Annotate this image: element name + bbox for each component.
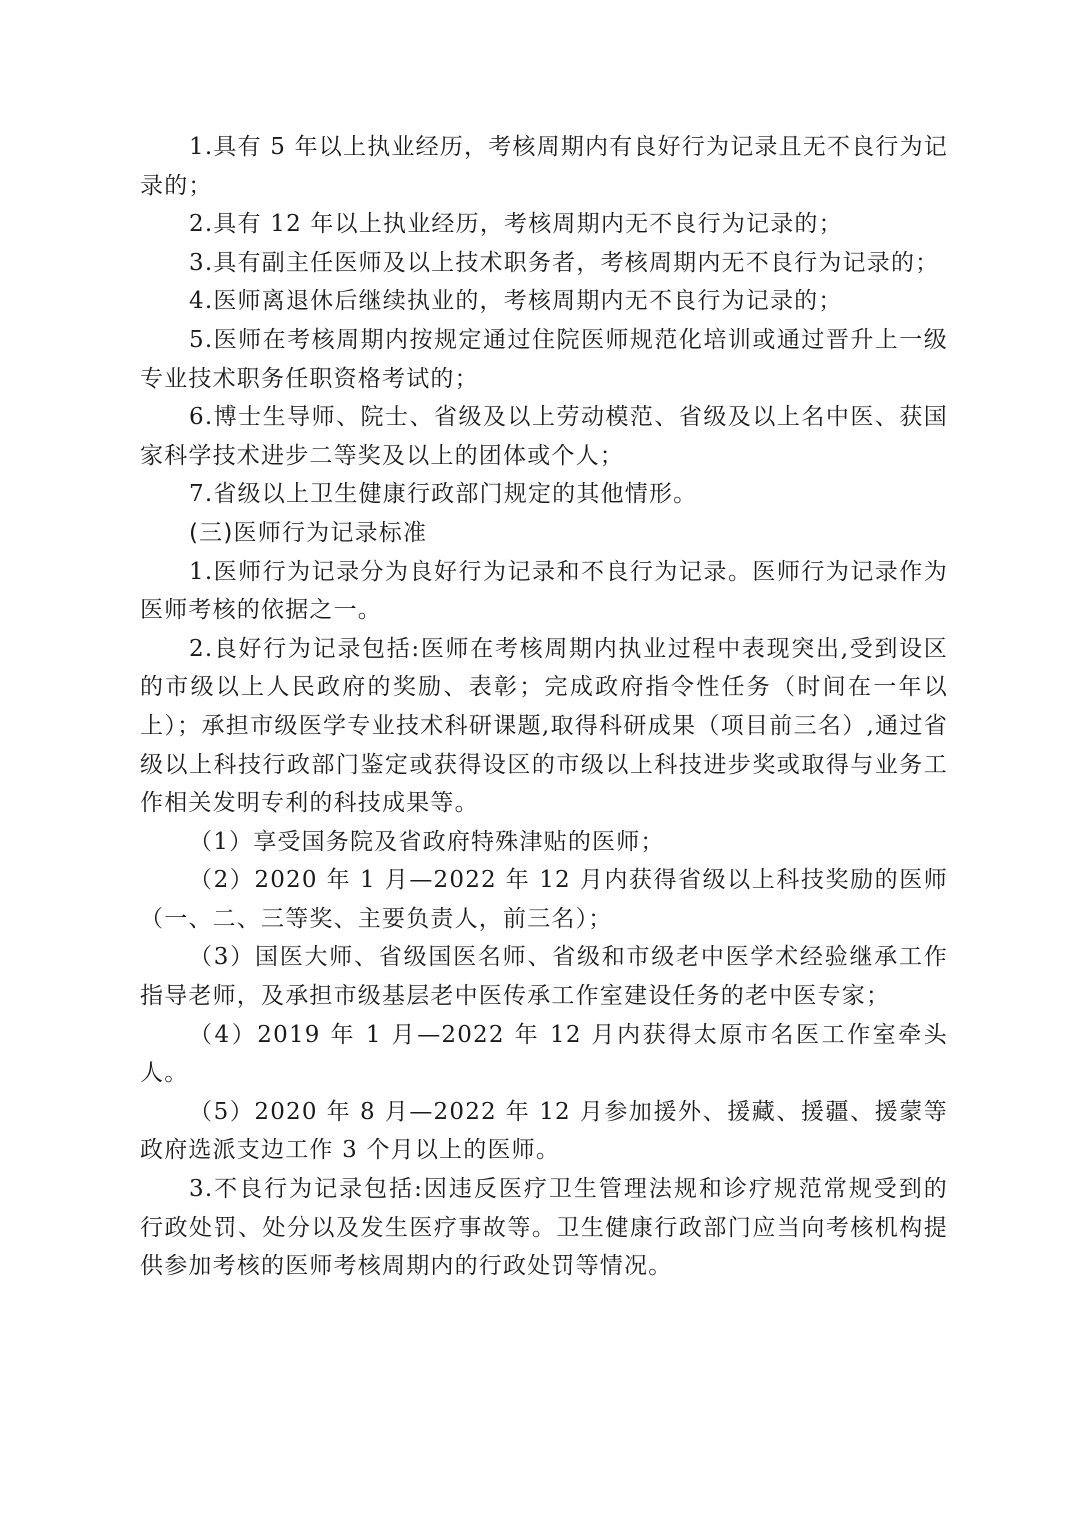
standard-item-1: 1.医师行为记录分为良好行为记录和不良行为记录。医师行为记录作为医师考核的依据之一。: [140, 558, 948, 624]
standard-item-3: 3.不良行为记录包括:因违反医疗卫生管理法规和诊疗规范常规受到的行政处罚、处分以及发生医疗事故等。卫生健康行政部门应当向考核机构提供参加考核的医师考核周期内的行政处罚等情况。: [140, 1176, 948, 1280]
sub-item-1: （1）享受国务院及省政府特殊津贴的医师；: [189, 828, 665, 855]
sub-item-3: （3）国医大师、省级国医名师、省级和市级老中医学术经验继承工作指导老师，及承担市级基层老中医传承工作室建设任务的老中医专家；: [140, 944, 948, 1010]
criteria-item-2: 2.具有 12 年以上执业经历，考核周期内无不良行为记录的；: [189, 211, 843, 238]
standard-item-2: 2.良好行为记录包括:医师在考核周期内执业过程中表现突出,受到设区的市级以上人民政府的奖励、表彰；完成政府指令性任务（时间在一年以上）；承担市级医学专业技术科研课题,取得科研成果（项目前三名）,通过省级以上科技行政部门鉴定或获得设区的市级以上科技进步奖或取得与业务工作相关发明专利的科技成果等。: [140, 635, 948, 817]
criteria-item-4: 4.医师离退休后继续执业的，考核周期内无不良行为记录的；: [189, 288, 843, 315]
criteria-item-5: 5.医师在考核周期内按规定通过住院医师规范化培训或通过晋升上一级专业技术职务任职资格考试的；: [140, 326, 948, 392]
document-page: [140, 128, 948, 1286]
criteria-item-1: 1.具有 5 年以上执业经历，考核周期内有良好行为记录且无不良行为记录的；: [140, 134, 948, 199]
sub-item-2: （2）2020 年 1 月—2022 年 12 月内获得省级以上科技奖励的医师（一、二、三等奖、主要负责人，前三名）；: [140, 867, 948, 932]
criteria-item-6: 6.博士生导师、院士、省级及以上劳动模范、省级及以上名中医、获国家科学技术进步二等奖及以上的团体或个人；: [140, 404, 948, 469]
criteria-item-3: 3.具有副主任医师及以上技术职务者，考核周期内无不良行为记录的；: [189, 249, 940, 276]
criteria-item-7: 7.省级以上卫生健康行政部门规定的其他情形。: [189, 481, 698, 508]
sub-item-5: （5）2020 年 8 月—2022 年 12 月参加援外、援藏、援疆、援蒙等政府选派支边工作 3 个月以上的医师。: [140, 1098, 948, 1164]
section-heading: (三)医师行为记录标准: [189, 519, 428, 546]
sub-item-4: （4）2019 年 1 月—2022 年 12 月内获得太原市名医工作室牵头人。: [140, 1021, 948, 1087]
